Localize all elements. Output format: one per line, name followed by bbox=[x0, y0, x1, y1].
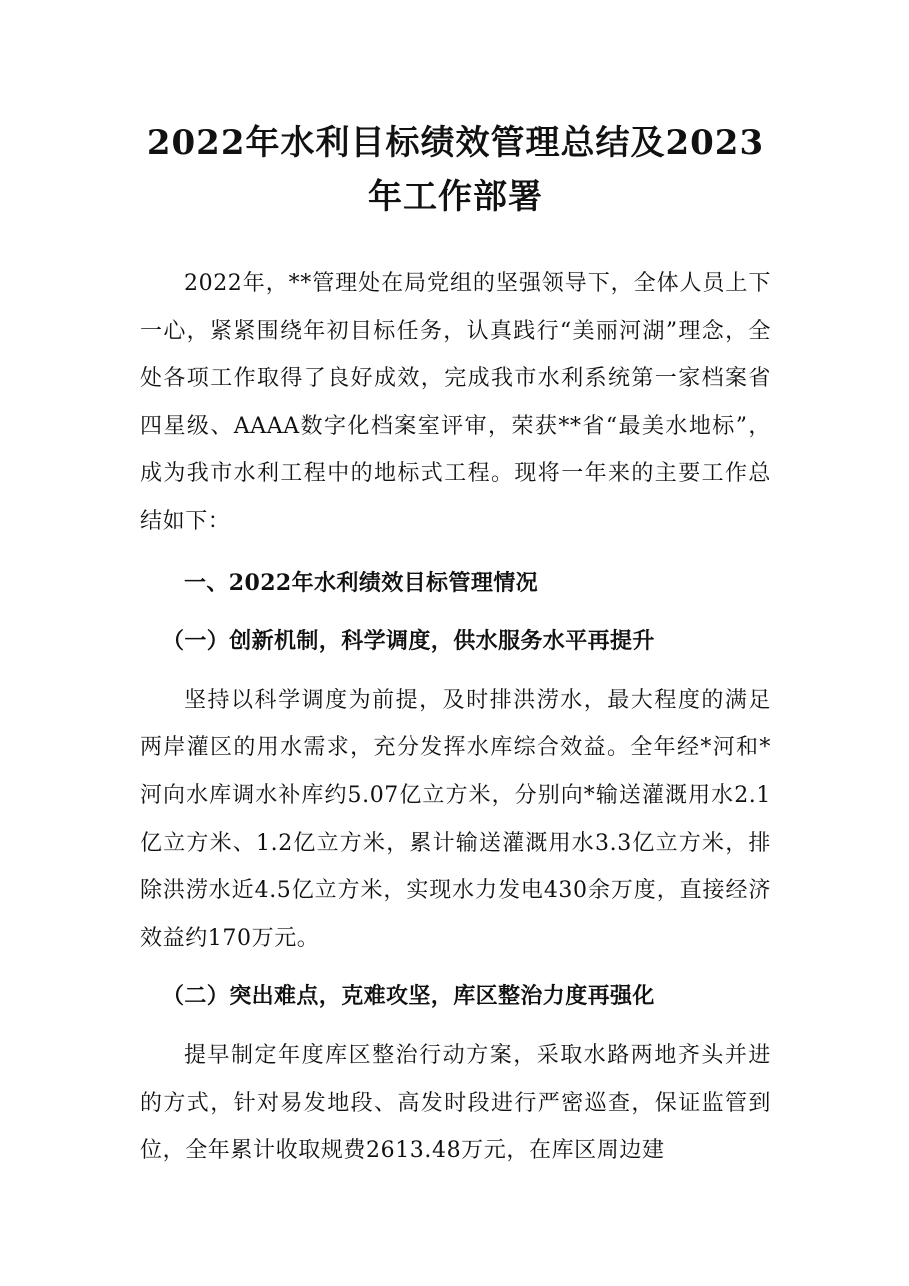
intro-paragraph: 2022年，**管理处在局党组的坚强领导下，全体人员上下一心，紧紧围绕年初目标任务，认真践行“美丽河湖”理念，全处各项工作取得了良好成效，完成我市水利系统第一家档案省四星级、AAAA数字化档案室评审，荣获**省“最美水地标”，成为我市水利工程中的地标式工程。现将一年来的主要工作总结如下： bbox=[140, 271, 771, 534]
section-heading-1: 一、2022年水利绩效目标管理情况 bbox=[184, 569, 539, 596]
subsection-heading-2: （二）突出难点，克难攻坚，库区整治力度再强化 bbox=[162, 983, 655, 1010]
subsection-heading-1: （一）创新机制，科学调度，供水服务水平再提升 bbox=[162, 628, 655, 655]
document-title: 2022年水利目标绩效管理总结及2023年工作部署 bbox=[146, 123, 765, 217]
subsection-body-2: 提早制定年度库区整治行动方案，采取水路两地齐头并进的方式，针对易发地段、高发时段进行严密巡查，保证监管到位，全年累计收取规费2613.48万元，在库区周边建 bbox=[140, 1042, 771, 1164]
subsection-body-1: 坚持以科学调度为前提，及时排洪涝水，最大程度的满足两岸灌区的用水需求，充分发挥水库综合效益。全年经*河和*河向水库调水补库约5.07亿立方米，分别向*输送灌溉用水2.1亿立方米、1.2亿立方米，累计输送灌溉用水3.3亿立方米，排除洪涝水近4.5亿立方米，实现水力发电430余万度，直接经济效益约170万元。 bbox=[140, 687, 771, 951]
